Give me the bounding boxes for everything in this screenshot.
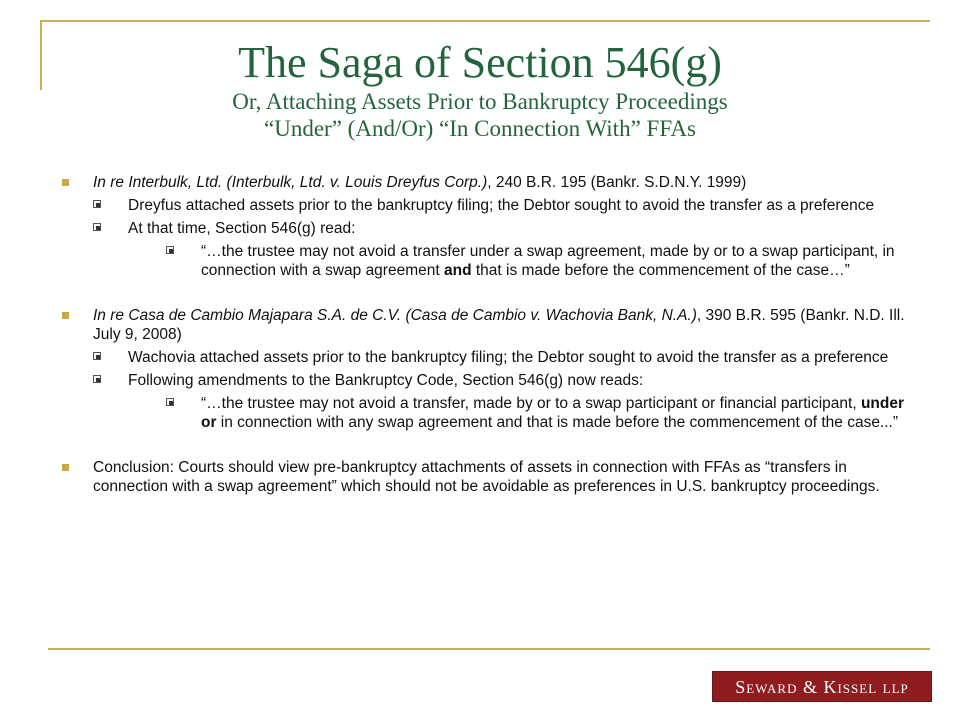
quote-emphasis: under or [201, 395, 905, 431]
sub-bullet-icon [93, 375, 101, 383]
subtitle-line-1: Or, Attaching Assets Prior to Bankruptcy Proceedings [232, 89, 728, 114]
sub-bullet [93, 219, 910, 238]
quote-text-b: that is made before the commencement of the case…” [471, 262, 850, 279]
case-heading [93, 173, 910, 192]
subtitle-line-2: “Under” (And/Or) “In Connection With” FFAs [264, 116, 696, 141]
sub-bullet-icon [93, 352, 101, 360]
firm-logo: Seward & Kissel llp [712, 671, 932, 702]
statute-quote [201, 242, 910, 280]
sub-bullet-text: Dreyfus attached assets prior to the bankruptcy filing; the Debtor sought to avoid the transfer as a preference [128, 197, 875, 214]
sub-bullet-icon [93, 223, 101, 231]
bullet-item-casa-de-cambio [60, 306, 910, 432]
sub-bullet-icon [166, 246, 174, 254]
square-bullet-icon [62, 179, 69, 186]
square-bullet-icon [62, 312, 69, 319]
square-bullet-icon [62, 464, 69, 471]
sub-bullet [93, 196, 910, 215]
sub-bullet-text: At that time, Section 546(g) read: [128, 220, 356, 237]
case-name: In re Casa de Cambio Majapara S.A. de C.V. (Casa de Cambio v. Wachovia Bank, N.A.) [93, 307, 697, 324]
sub-bullet-icon [166, 398, 174, 406]
slide-content [60, 173, 910, 496]
case-name: In re Interbulk, Ltd. (Interbulk, Ltd. v. Louis Dreyfus Corp.) [93, 174, 488, 191]
statute-quote [201, 394, 910, 432]
conclusion-text: Conclusion: Courts should view pre-bankruptcy attachments of assets in connection with FFAs as “transfers in connection with a swap agreement” which should not be avoidable as preferences in U.S. bankruptcy proceedings. [93, 459, 880, 495]
bottom-rule [48, 648, 930, 650]
bullet-item-interbulk [60, 173, 910, 280]
quote-bullet [93, 242, 910, 280]
case-citation: , 390 B.R. 595 (Bankr. N.D. Ill. July 9, 2008) [93, 307, 905, 343]
sub-bullet [93, 371, 910, 390]
sub-bullet [93, 348, 910, 367]
sub-bullet-text: Following amendments to the Bankruptcy Code, Section 546(g) now reads: [128, 372, 644, 389]
quote-text-a: “…the trustee may not avoid a transfer, made by or to a swap participant or financial participant, [201, 395, 861, 412]
top-rule [40, 20, 930, 22]
page-title: The Saga of Section 546(g) [238, 38, 722, 87]
sub-bullet-icon [93, 200, 101, 208]
title-block [60, 38, 900, 142]
quote-emphasis: and [443, 262, 472, 279]
sub-bullet-text: Wachovia attached assets prior to the bankruptcy filing; the Debtor sought to avoid the transfer as a preference [128, 349, 889, 366]
case-citation: , 240 B.R. 195 (Bankr. S.D.N.Y. 1999) [487, 174, 747, 191]
case-heading [93, 306, 910, 344]
quote-text-b: in connection with any swap agreement and that is made before the commencement of the case...” [216, 414, 899, 431]
left-rule [40, 20, 42, 90]
quote-text-a: “…the trustee may not avoid a transfer under a swap agreement, made by or to a swap participant, in connection with a swap agreement [201, 243, 895, 279]
bullet-item-conclusion [60, 458, 910, 496]
quote-bullet [93, 394, 910, 432]
